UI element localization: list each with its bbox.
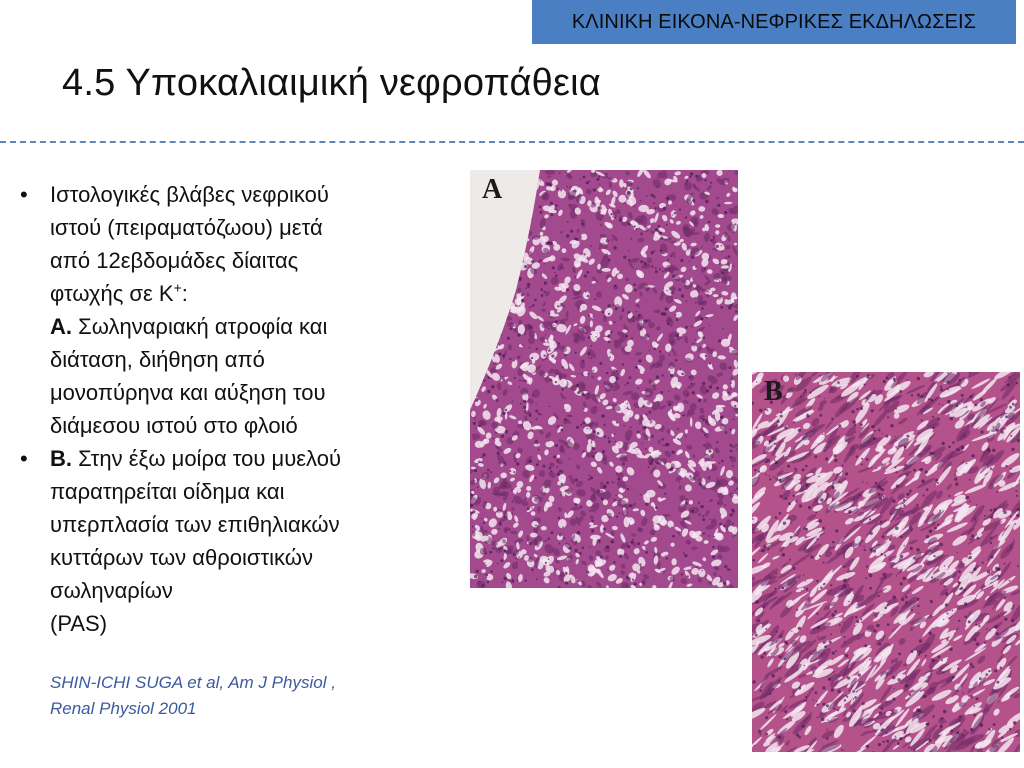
- section-badge-text: ΚΛΙΝΙΚΗ ΕΙΚΟΝΑ-ΝΕΦΡΙΚΕΣ ΕΚΔΗΛΩΣΕΙΣ: [571, 10, 977, 33]
- bullet-list: [20, 178, 440, 640]
- finding-b-line: υπερπλασία των επιθηλιακών: [50, 512, 340, 537]
- citation: [50, 670, 430, 722]
- finding-a-label: Α.: [50, 314, 72, 339]
- finding-b: [50, 442, 440, 475]
- micrograph-a-label: A: [482, 174, 503, 205]
- micrograph-b-label: B: [764, 376, 783, 407]
- finding-a-text: Σωληναριακή ατροφία και: [72, 314, 328, 339]
- bullet-icon: •: [20, 182, 28, 207]
- finding-b-line: κυττάρων των αθροιστικών: [50, 545, 313, 570]
- potassium-text: φτωχής σε Κ: [50, 281, 174, 306]
- finding-a-line: διάμεσου ιστού στο φλοιό: [50, 413, 298, 438]
- micrograph-a: [470, 170, 738, 588]
- micrograph-b: [752, 372, 1020, 752]
- finding-b-line: (PAS): [50, 611, 108, 636]
- micrograph-a-image: [470, 170, 738, 588]
- citation-line: Renal Physiol 2001: [50, 699, 197, 718]
- citation-line: SHIN-ICHI SUGA et al, Am J Physiol ,: [50, 673, 336, 692]
- bullet-1-line: από 12εβδομάδες δίαιτας: [50, 248, 299, 273]
- finding-b-label: Β.: [50, 446, 72, 471]
- micrograph-b-image: [752, 372, 1020, 752]
- finding-b-line: παρατηρείται οίδημα και: [50, 479, 285, 504]
- bullet-item-1: [20, 178, 440, 442]
- finding-b-line: σωληναρίων: [50, 578, 173, 603]
- finding-a: [50, 310, 440, 343]
- bullet-icon: •: [20, 446, 28, 471]
- finding-b-text: Στην έξω μοίρα του μυελού: [72, 446, 341, 471]
- finding-a-line: διάταση, διήθηση από: [50, 347, 265, 372]
- bullet-1-line: Ιστολογικές βλάβες νεφρικού: [50, 182, 329, 207]
- section-badge: [532, 0, 1016, 44]
- potassium-superscript: +: [173, 279, 182, 296]
- finding-a-line: μονοπύρηνα και αύξηση του: [50, 380, 326, 405]
- bullet-item-2: [20, 442, 440, 640]
- dashed-divider: [0, 141, 1024, 143]
- colon: :: [181, 281, 188, 306]
- bullet-1-line: ιστού (πειραματόζωου) μετά: [50, 215, 323, 240]
- slide-title: 4.5 Υποκαλιαιμική νεφροπάθεια: [62, 62, 601, 104]
- bullet-1-line: [50, 277, 440, 310]
